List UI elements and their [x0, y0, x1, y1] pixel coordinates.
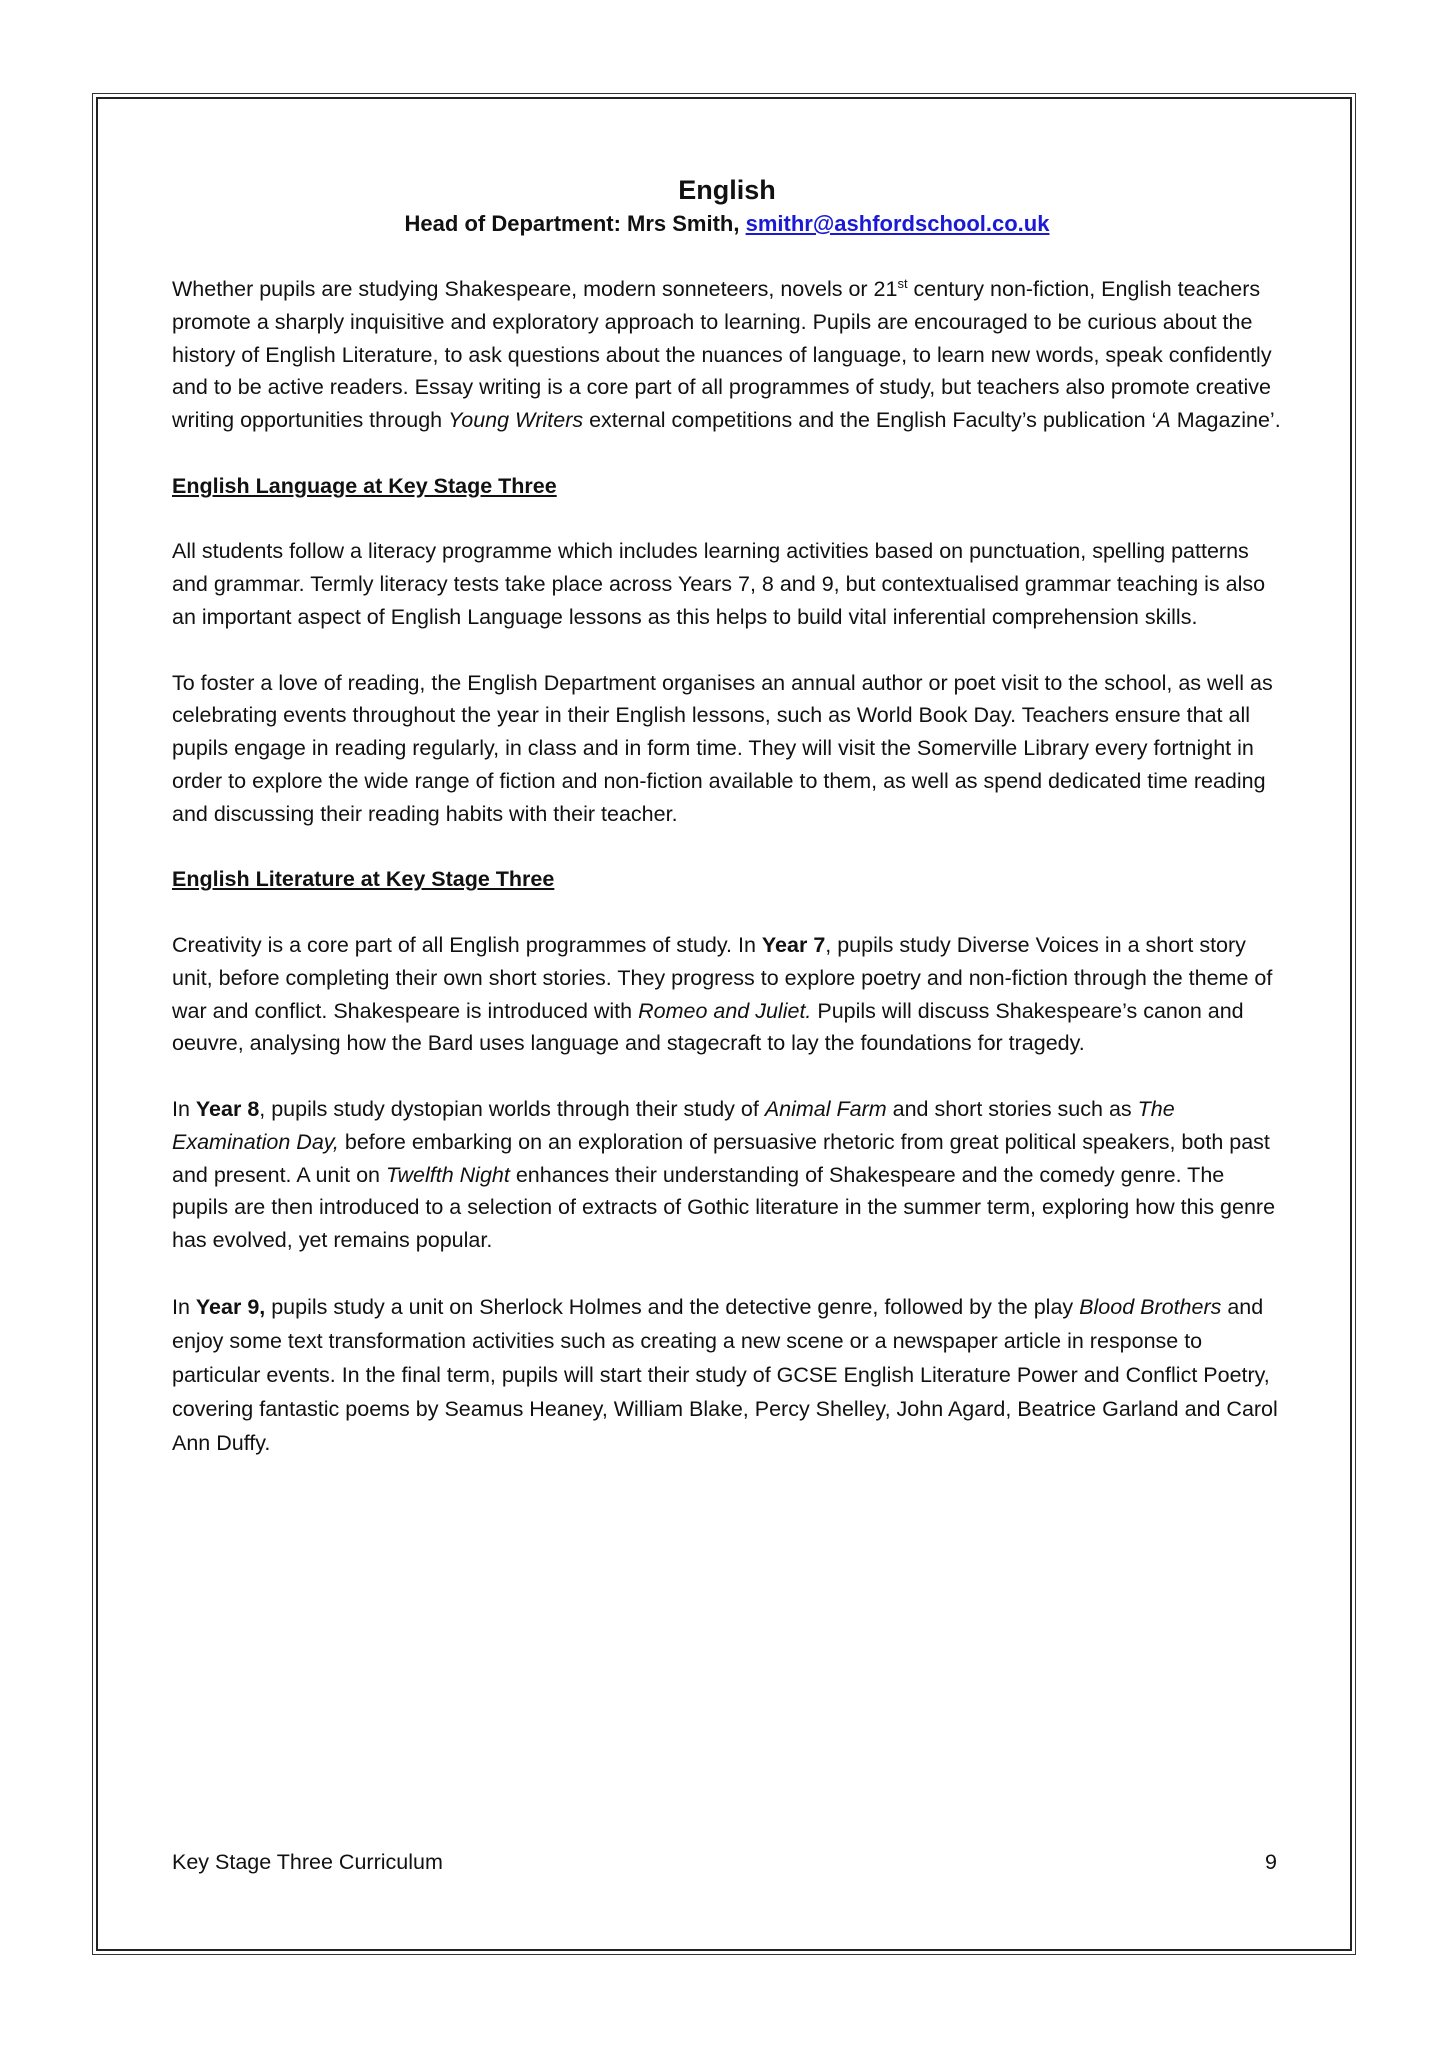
- magazine-italic: A: [1156, 408, 1171, 433]
- page-footer: [172, 1847, 1277, 1877]
- intro-text-3: external competitions and the English Faculty’s publication ‘: [583, 408, 1157, 433]
- young-writers-italic: Young Writers: [448, 408, 584, 433]
- page-title: English: [678, 175, 776, 205]
- language-heading: English Language at Key Stage Three: [172, 473, 557, 498]
- year9-text-1: In: [172, 1294, 196, 1319]
- intro-text-4: Magazine’.: [1170, 408, 1281, 433]
- year8-text-5: enhances their understanding of Shakespeare and the comedy genre. The pupils are then introduced to a selection of extracts of Gothic literature in the summer term, exploring how this genre has evolved, yet remains popular.: [172, 1162, 1276, 1253]
- head-of-department-line: [172, 208, 1282, 240]
- literacy-paragraph: All students follow a literacy programme which includes learning activities based on punctuation, spelling patterns and grammar. Termly literacy tests take place across Years 7, 8 and 9, but contextualised grammar teaching is also an important aspect of English Language lessons as this helps to build vital inferential comprehension skills.: [172, 539, 1266, 629]
- twelfth-night-italic: Twelfth Night: [385, 1162, 510, 1187]
- romeo-juliet-italic: Romeo and Juliet.: [638, 998, 812, 1023]
- year9-paragraph: [172, 1290, 1282, 1460]
- literature-heading: English Literature at Key Stage Three: [172, 867, 555, 892]
- examination-day-italic: The Examination Day,: [172, 1096, 1175, 1154]
- animal-farm-italic: Animal Farm: [764, 1096, 887, 1121]
- footer-document-title: Key Stage Three Curriculum: [172, 1850, 443, 1874]
- year8-label: Year 8: [195, 1096, 260, 1121]
- year7-text-1: Creativity is a core part of all English programmes of study. In: [172, 932, 762, 957]
- reading-paragraph: To foster a love of reading, the English Department organises an annual author or poet visit to the school, as well as celebrating events throughout the year in their English lessons, such as World Book Day. Teachers ensure that all pupils engage in reading regularly, in class and in form time. They will visit the Somerville Library every fortnight in order to explore the wide range of fiction and non-fiction available to them, as well as spend dedicated time reading and discussing their reading habits with their teacher.: [172, 670, 1273, 826]
- email-link[interactable]: smithr@ashfordschool.co.uk: [745, 211, 1050, 236]
- year9-label: Year 9,: [195, 1294, 266, 1319]
- year9-text-3: and enjoy some text transformation activities such as creating a new scene or a newspaper article in response to particular events. In the final term, pupils will start their study of GCSE English Literature Power and Conflict Poetry, covering fantastic poems by Seamus Heaney, William Blake, Percy Shelley, John Agard, Beatrice Garland and Carol Ann Duffy.: [172, 1294, 1278, 1455]
- year7-paragraph: [172, 929, 1282, 1060]
- year7-text-2: , pupils study Diverse Voices in a short story unit, before completing their own short stories. They progress to explore poetry and non-fiction through the theme of war and conflict. Shakespeare is introduced with: [172, 932, 1273, 1023]
- blood-brothers-italic: Blood Brothers: [1079, 1294, 1222, 1319]
- page-content: [172, 172, 1282, 1493]
- year8-text-4: before embarking on an exploration of persuasive rhetoric from great political speakers, both past and present. A unit on: [172, 1129, 1270, 1187]
- year7-label: Year 7: [761, 932, 826, 957]
- year8-paragraph: [172, 1093, 1282, 1257]
- page-number: 9: [1265, 1850, 1277, 1874]
- intro-text-2: century non-fiction, English teachers promote a sharply inquisitive and exploratory approach to learning. Pupils are encouraged to be curious about the history of English Literature, to ask questions about the nuances of language, to learn new words, speak confidently and to be active readers. Essay writing is a core part of all programmes of study, but teachers also promote creative writing opportunities through: [172, 277, 1272, 433]
- intro-paragraph: [172, 273, 1282, 437]
- year9-text-2: pupils study a unit on Sherlock Holmes and the detective genre, followed by the play: [265, 1294, 1080, 1319]
- intro-superscript: st: [897, 275, 908, 291]
- intro-text-1: Whether pupils are studying Shakespeare, modern sonneteers, novels or 21: [172, 277, 898, 301]
- head-of-department-label: Head of Department: Mrs Smith,: [404, 211, 740, 236]
- year7-text-3: Pupils will discuss Shakespeare’s canon and oeuvre, analysing how the Bard uses language and stagecraft to lay the foundations for tragedy.: [172, 998, 1244, 1056]
- year8-text-2: , pupils study dystopian worlds through their study of: [259, 1096, 765, 1121]
- year8-text-3: and short stories such as: [886, 1096, 1138, 1121]
- year8-text-1: In: [172, 1096, 196, 1121]
